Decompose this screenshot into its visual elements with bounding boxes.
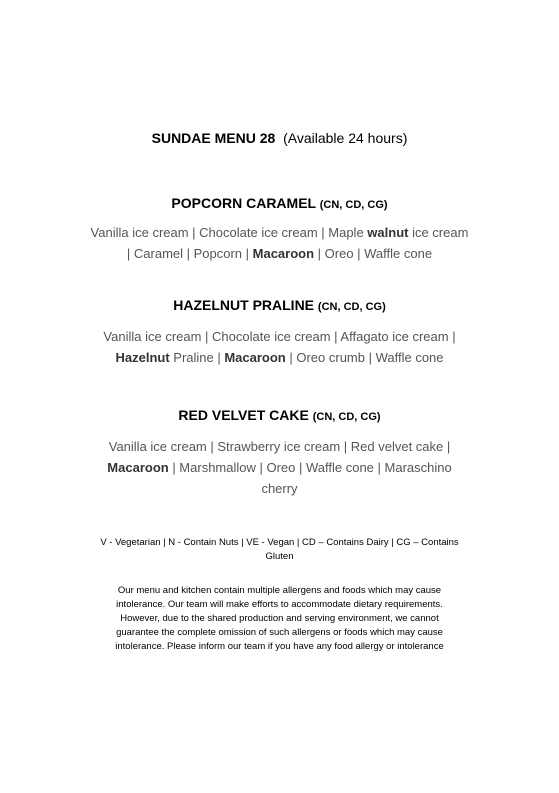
description-text: Vanilla ice cream | Strawberry ice cream | Red velvet cake |: [108, 439, 451, 454]
item-description: [90, 326, 469, 368]
item-title: [0, 406, 559, 426]
item-name: POPCORN CARAMEL: [171, 195, 316, 211]
description-highlight: walnut: [367, 225, 409, 240]
item-name: HAZELNUT PRALINE: [173, 297, 315, 313]
item-description: [90, 222, 469, 264]
description-text: Vanilla ice cream | Chocolate ice cream | Affagato ice cream |: [103, 329, 456, 344]
dietary-legend: V - Vegetarian | N - Contain Nuts | VE - Vegan | CD – Contains Dairy | CG – Contains Gluten: [100, 537, 459, 562]
allergen-notice: Our menu and kitchen contain multiple allergens and foods which may cause intolerance. Our team will make efforts to accommodate dietary requirements. However, due to the shared production and serving environment, we cannot guarantee the complete omission of such allergens or foods which may cause intolerance. Please inform our team if you have any food allergy or intolerance: [115, 585, 444, 652]
item-title: [0, 296, 559, 316]
item-name: RED VELVET CAKE: [178, 407, 309, 423]
menu-title: [0, 129, 559, 147]
item-title: [0, 194, 559, 214]
description-text: | Oreo | Waffle cone: [314, 246, 433, 261]
menu-name: SUNDAE MENU 28: [151, 130, 276, 146]
description-highlight: Macaroon: [107, 460, 169, 475]
allergen-codes: (CN, CD, CG): [317, 301, 386, 313]
description-highlight: Macaroon: [252, 246, 315, 261]
description-text: | Oreo crumb | Waffle cone: [285, 350, 444, 365]
description-highlight: Macaroon: [224, 350, 286, 365]
item-description: [90, 436, 469, 499]
description-text: Praline |: [169, 350, 225, 365]
allergen-codes: (CN, CD, CG): [312, 411, 381, 423]
allergen-codes: (CN, CD, CG): [319, 199, 388, 211]
description-text: Vanilla ice cream | Chocolate ice cream | Maple: [90, 225, 368, 240]
description-text: ice cream | Caramel | Popcorn |: [126, 225, 469, 261]
description-text: | Marshmallow | Oreo | Waffle cone | Maraschino cherry: [168, 460, 452, 496]
availability-note: (Available 24 hours): [283, 130, 408, 146]
description-highlight: Hazelnut: [115, 350, 170, 365]
